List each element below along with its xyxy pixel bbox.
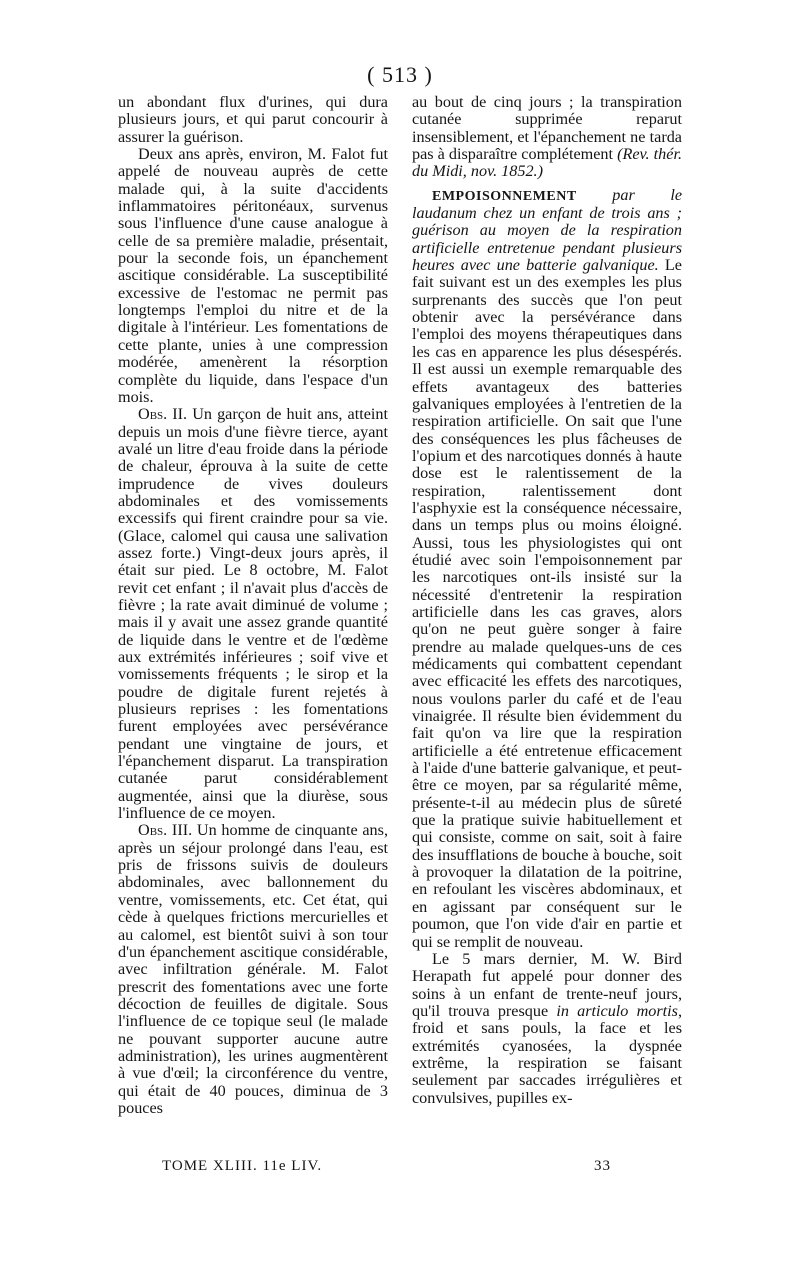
right-paragraph-3-a: Le 5 mars dernier, M. W. Bird Herapath fut appelé pour donner des soins à un enfant de trente-neuf jours, qu'il trouva presque	[412, 949, 682, 1020]
right-paragraph-3	[412, 951, 682, 1107]
observation-2	[118, 406, 388, 822]
left-paragraph-1: un abondant flux d'urines, qui dura plusieurs jours, et qui parut concourir à assurer la guérison.	[118, 93, 388, 146]
observation-3	[118, 822, 388, 1117]
footer-volume: TOME XLIII. 11e LIV.	[162, 1158, 323, 1174]
left-paragraph-2: Deux ans après, environ, M. Falot fut appelé de nouveau auprès de cette malade qui, à la suite d'accidents inflammatoires péritonéaux, survenus sous l'influence d'une cause analogue à celle de sa première maladie, présentait, pour la seconde fois, un épanchement ascitique considérable. La susceptibilité excessive de l'estomac ne permit pas longtemps l'emploi du nitre et de la digitale à l'intérieur. Les fomentations de cette plante, unies à une compression modérée, amenèrent la résorption complète du liquide, dans l'espace d'un mois.	[118, 145, 388, 406]
article-heading-subtitle: par le laudanum chez un enfant de trois ans ; guérison au moyen de la respiration artificielle entretenue pendant plusieurs heures avec une batterie galvanique.	[412, 185, 683, 275]
right-paragraph-1	[412, 94, 682, 181]
page-number: ( 513 )	[367, 62, 433, 87]
footer-signature: 33	[594, 1158, 611, 1174]
citation: (Rev. thér. du Midi, nov. 1852.)	[412, 145, 682, 181]
right-column	[412, 94, 682, 1107]
right-paragraph-3-b: , froid et sans pouls, la face et les extrémités cyanosées, la dyspnée extrême, la respiration se faisant seulement par saccades irrégulières et convulsives, pupilles ex-	[412, 1001, 683, 1107]
article-heading	[412, 187, 682, 951]
left-column	[118, 94, 388, 1117]
observation-2-label: Obs. II.	[138, 405, 188, 424]
right-paragraph-2: Le fait suivant est un des exemples les plus surprenants des succès que l'on peut obtenir avec la persévérance dans l'emploi des moyens thérapeutiques dans les cas en apparence les plus désespérés. Il est aussi un exemple remarquable des effets avantageux des batteries galvaniques employées à l'entretien de la respiration artificielle. On sait que l'une des conséquences les plus fâcheuses de l'opium et des narcotiques donnés à haute dose est le ralentissement de la respiration, ralentissement dont l'asphyxie est la conséquence nécessaire, dans un temps plus ou moins éloigné. Aussi, tous les physiologistes qui ont étudié avec soin l'empoisonnement par les narcotiques ont-ils insisté sur la nécessité d'entretenir la respiration artificielle dans les cas graves, alors qu'on ne peut guère songer à faire prendre au malade quelques-uns de ces médicaments qui combattent cependant avec efficacité les effets des narcotiques, nous voulons parler du café et de l'eau vinaigrée. Il résulte bien évidemment du fait qu'on va lire que la respiration artificielle a été entretenue efficacement à l'aide d'une batterie galvanique, et peut-être ce moyen, par sa régularité même, présente-t-il au médecin plus de sûreté que la pratique suivie habituellement et qui consiste, comme on sait, soit à faire des insufflations de bouche à bouche, soit à provoquer la dilatation de la poitrine, en refoulant les viscères abdominaux, et en agissant par conséquent sur le poumon, que l'on vide d'air en partie et qui se remplit de nouveau.	[412, 256, 682, 951]
article-heading-title: EMPOISONNEMENT	[432, 188, 577, 204]
observation-2-text: Un garçon de huit ans, atteint depuis un mois d'une fièvre tierce, ayant avalé un litre d'eau froide dans la période de chaleur, éprouva à la suite de cette imprudence de vives douleurs abdominales et des vomissements excessifs qui firent craindre pour sa vie. (Glace, calomel qui causa une salivation assez forte.) Vingt-deux jours après, il était sur pied. Le 8 octobre, M. Falot revit cet enfant ; il n'avait plus d'accès de fièvre ; la rate avait diminué de volume ; mais il y avait une assez grande quantité de liquide dans le ventre et de l'œdème aux extrémités inférieures ; soif vive et vomissements fréquents ; le sirop et la poudre de digitale furent rejetés à plusieurs reprises : les fomentations furent employées avec persévérance pendant une vingtaine de jours, et l'épanchement disparut. La transpiration cutanée parut considérablement augmentée, ainsi que la diurèse, sous l'influence de ce moyen.	[118, 405, 388, 823]
right-paragraph-3-italic: in articulo mortis	[556, 1001, 678, 1020]
observation-3-label: Obs. III.	[138, 821, 193, 840]
observation-3-text: Un homme de cinquante ans, après un séjour prolongé dans l'eau, est pris de frissons suivis de douleurs abdominales, avec ballonnement du ventre, vomissements, etc. Cet état, qui cède à quelques frictions mercurielles et au calomel, est bientôt suivi à son tour d'un épanchement ascitique considérable, avec infiltration générale. M. Falot prescrit des fomentations avec une forte décoction de feuilles de digitale. Sous l'influence de ce topique seul (le malade ne pouvant supporter aucune autre administration), les urines augmentèrent à vue d'œil; la circonférence du ventre, qui était de 40 pouces, diminua de 3 pouces	[118, 821, 388, 1117]
right-paragraph-1-text: au bout de cinq jours ; la transpiration cutanée supprimée reparut insensiblement, et l'épanchement ne tarda pas à disparaître complétement	[412, 93, 682, 164]
